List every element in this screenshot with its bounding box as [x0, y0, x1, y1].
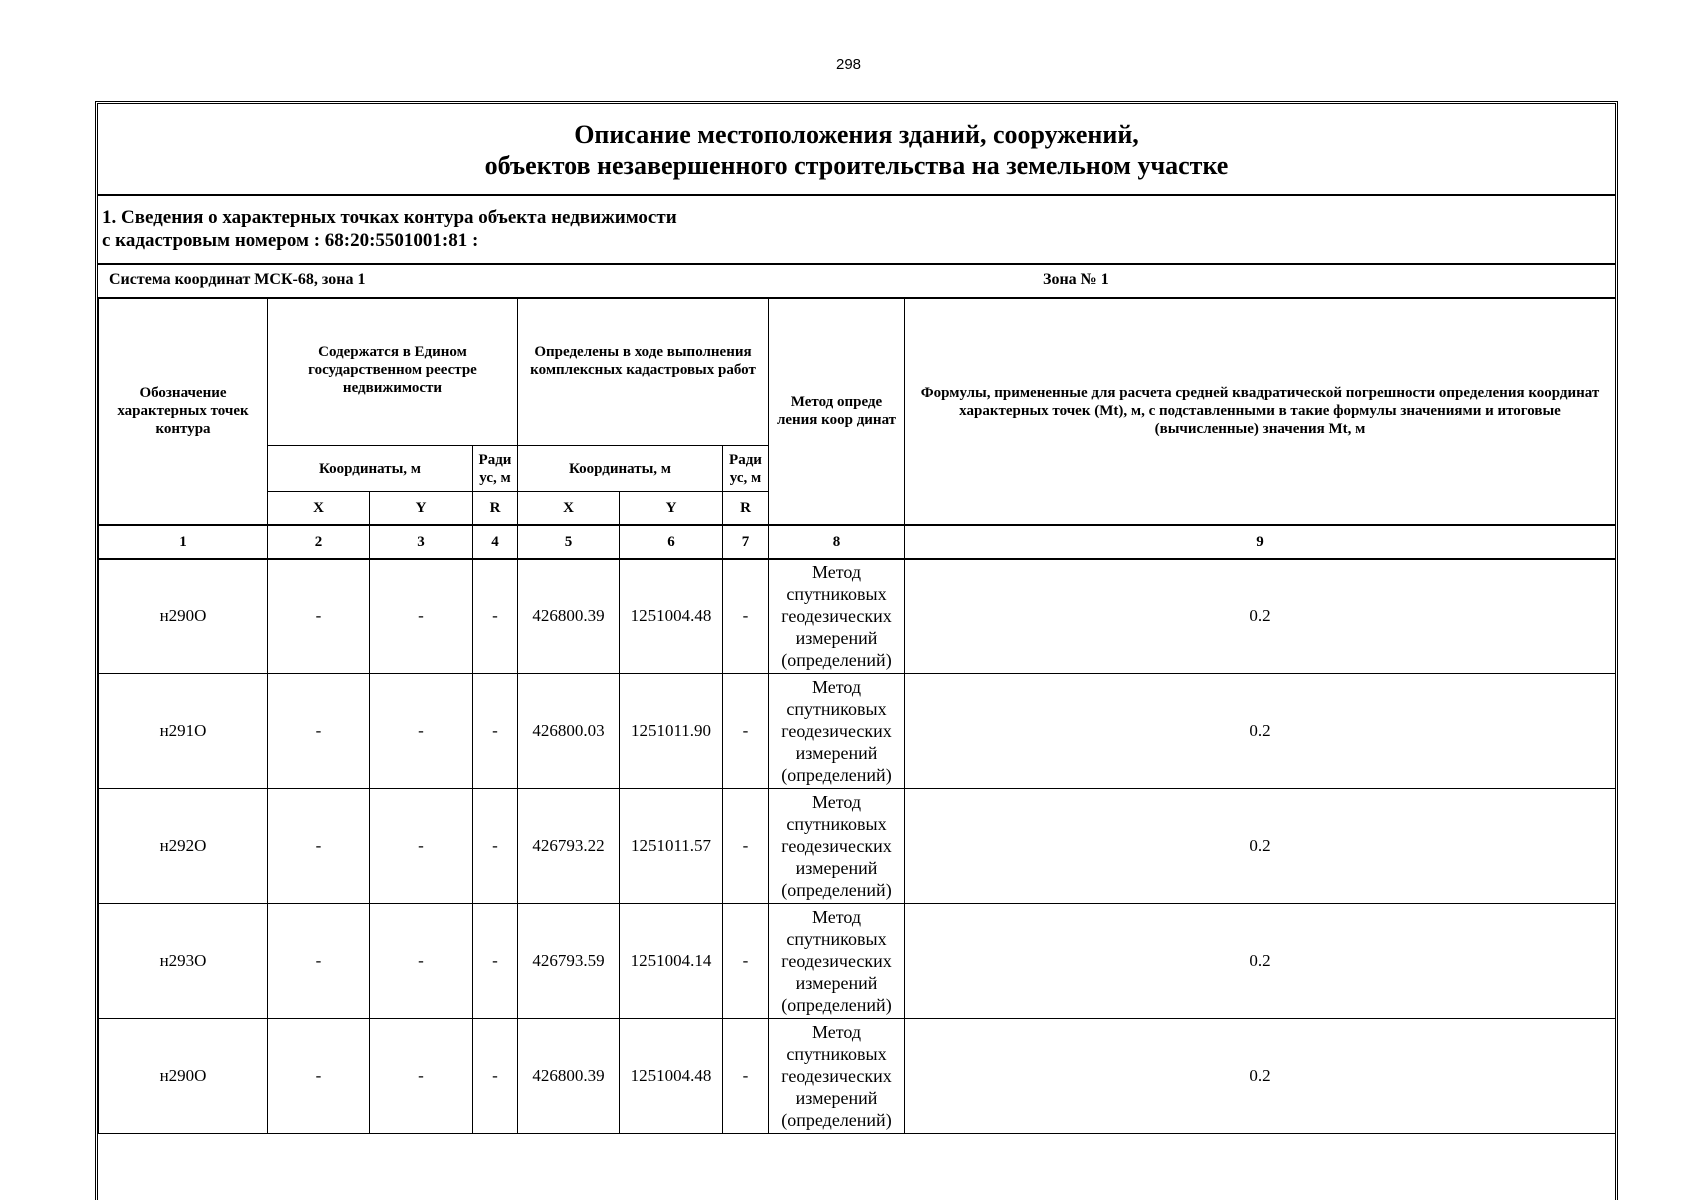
- egrn-y: -: [370, 1019, 473, 1134]
- coord-x: 426793.22: [518, 789, 620, 904]
- egrn-x: -: [268, 674, 370, 789]
- header-kkr-y: Y: [620, 492, 723, 525]
- column-number: 1: [99, 525, 268, 559]
- egrn-r: -: [473, 789, 518, 904]
- header-kkr-x: X: [518, 492, 620, 525]
- points-table: [98, 297, 1616, 1134]
- header-method: Метод опреде ления коор динат: [769, 298, 905, 525]
- table-row: [99, 559, 1616, 674]
- mt-value: 0.2: [905, 904, 1616, 1019]
- section-heading: [98, 194, 1615, 265]
- coord-x: 426800.39: [518, 1019, 620, 1134]
- mt-value: 0.2: [905, 674, 1616, 789]
- table-row: [99, 674, 1616, 789]
- column-number-row: [99, 525, 1616, 559]
- document-title-line-2: объектов незавершенного строительства на земельном участке: [484, 151, 1229, 180]
- header-egrn-coords: Координаты, м: [268, 446, 473, 492]
- coord-y: 1251004.14: [620, 904, 723, 1019]
- coord-x: 426793.59: [518, 904, 620, 1019]
- header-kkr-radius: Ради ус, м: [723, 446, 769, 492]
- coordinate-system-row: [98, 263, 1615, 299]
- header-formulas: Формулы, примененные для расчета средней квадратической погрешности определения координат характерных точек (Mt), м, с подставленными в такие формулы значениями и итоговые (вычисленные) значения Mt, м: [905, 298, 1616, 525]
- coord-x: 426800.39: [518, 559, 620, 674]
- egrn-x: -: [268, 1019, 370, 1134]
- document-title-line-1: Описание местоположения зданий, сооружений,: [574, 120, 1139, 149]
- egrn-y: -: [370, 904, 473, 1019]
- coord-y: 1251004.48: [620, 1019, 723, 1134]
- column-number: 6: [620, 525, 723, 559]
- egrn-y: -: [370, 789, 473, 904]
- coord-y: 1251011.57: [620, 789, 723, 904]
- radius: -: [723, 674, 769, 789]
- egrn-r: -: [473, 559, 518, 674]
- point-designation: н293О: [99, 904, 268, 1019]
- column-number: 4: [473, 525, 518, 559]
- column-number: 7: [723, 525, 769, 559]
- header-kkr-coords: Координаты, м: [518, 446, 723, 492]
- method: Метод спутниковых геодезических измерений (определений): [769, 1019, 905, 1134]
- egrn-x: -: [268, 789, 370, 904]
- coord-x: 426800.03: [518, 674, 620, 789]
- egrn-y: -: [370, 559, 473, 674]
- point-designation: н290О: [99, 559, 268, 674]
- method: Метод спутниковых геодезических измерений (определений): [769, 904, 905, 1019]
- column-number: 8: [769, 525, 905, 559]
- method: Метод спутниковых геодезических измерений (определений): [769, 789, 905, 904]
- coord-y: 1251004.48: [620, 559, 723, 674]
- mt-value: 0.2: [905, 559, 1616, 674]
- header-egrn-group: Содержатся в Едином государственном реестре недвижимости: [268, 298, 518, 446]
- egrn-x: -: [268, 904, 370, 1019]
- coordinate-system-label: Система координат МСК-68, зона 1: [109, 271, 366, 288]
- header-egrn-r: R: [473, 492, 518, 525]
- zone-label: Зона № 1: [1043, 271, 1109, 288]
- title-block: [98, 104, 1615, 196]
- radius: -: [723, 559, 769, 674]
- header-egrn-radius: Ради ус, м: [473, 446, 518, 492]
- mt-value: 0.2: [905, 789, 1616, 904]
- column-number: 5: [518, 525, 620, 559]
- document-frame: [95, 101, 1618, 1200]
- header-egrn-x: X: [268, 492, 370, 525]
- table-row: [99, 904, 1616, 1019]
- column-number: 2: [268, 525, 370, 559]
- point-designation: н292О: [99, 789, 268, 904]
- egrn-r: -: [473, 674, 518, 789]
- point-designation: н291О: [99, 674, 268, 789]
- section-heading-line-2: с кадастровым номером : 68:20:5501001:81 :: [102, 230, 479, 251]
- header-kkr-group: Определены в ходе выполнения комплексных кадастровых работ: [518, 298, 769, 446]
- coord-y: 1251011.90: [620, 674, 723, 789]
- mt-value: 0.2: [905, 1019, 1616, 1134]
- header-kkr-r: R: [723, 492, 769, 525]
- radius: -: [723, 904, 769, 1019]
- table-row: [99, 1019, 1616, 1134]
- egrn-y: -: [370, 674, 473, 789]
- method: Метод спутниковых геодезических измерений (определений): [769, 559, 905, 674]
- egrn-x: -: [268, 559, 370, 674]
- radius: -: [723, 789, 769, 904]
- method: Метод спутниковых геодезических измерений (определений): [769, 674, 905, 789]
- column-number: 9: [905, 525, 1616, 559]
- point-designation: н290О: [99, 1019, 268, 1134]
- radius: -: [723, 1019, 769, 1134]
- header-point-designation: Обозначение характерных точек контура: [99, 298, 268, 525]
- section-heading-line-1: 1. Сведения о характерных точках контура объекта недвижимости: [102, 207, 677, 228]
- header-egrn-y: Y: [370, 492, 473, 525]
- column-number: 3: [370, 525, 473, 559]
- page-number: 298: [835, 56, 862, 73]
- egrn-r: -: [473, 904, 518, 1019]
- table-row: [99, 789, 1616, 904]
- egrn-r: -: [473, 1019, 518, 1134]
